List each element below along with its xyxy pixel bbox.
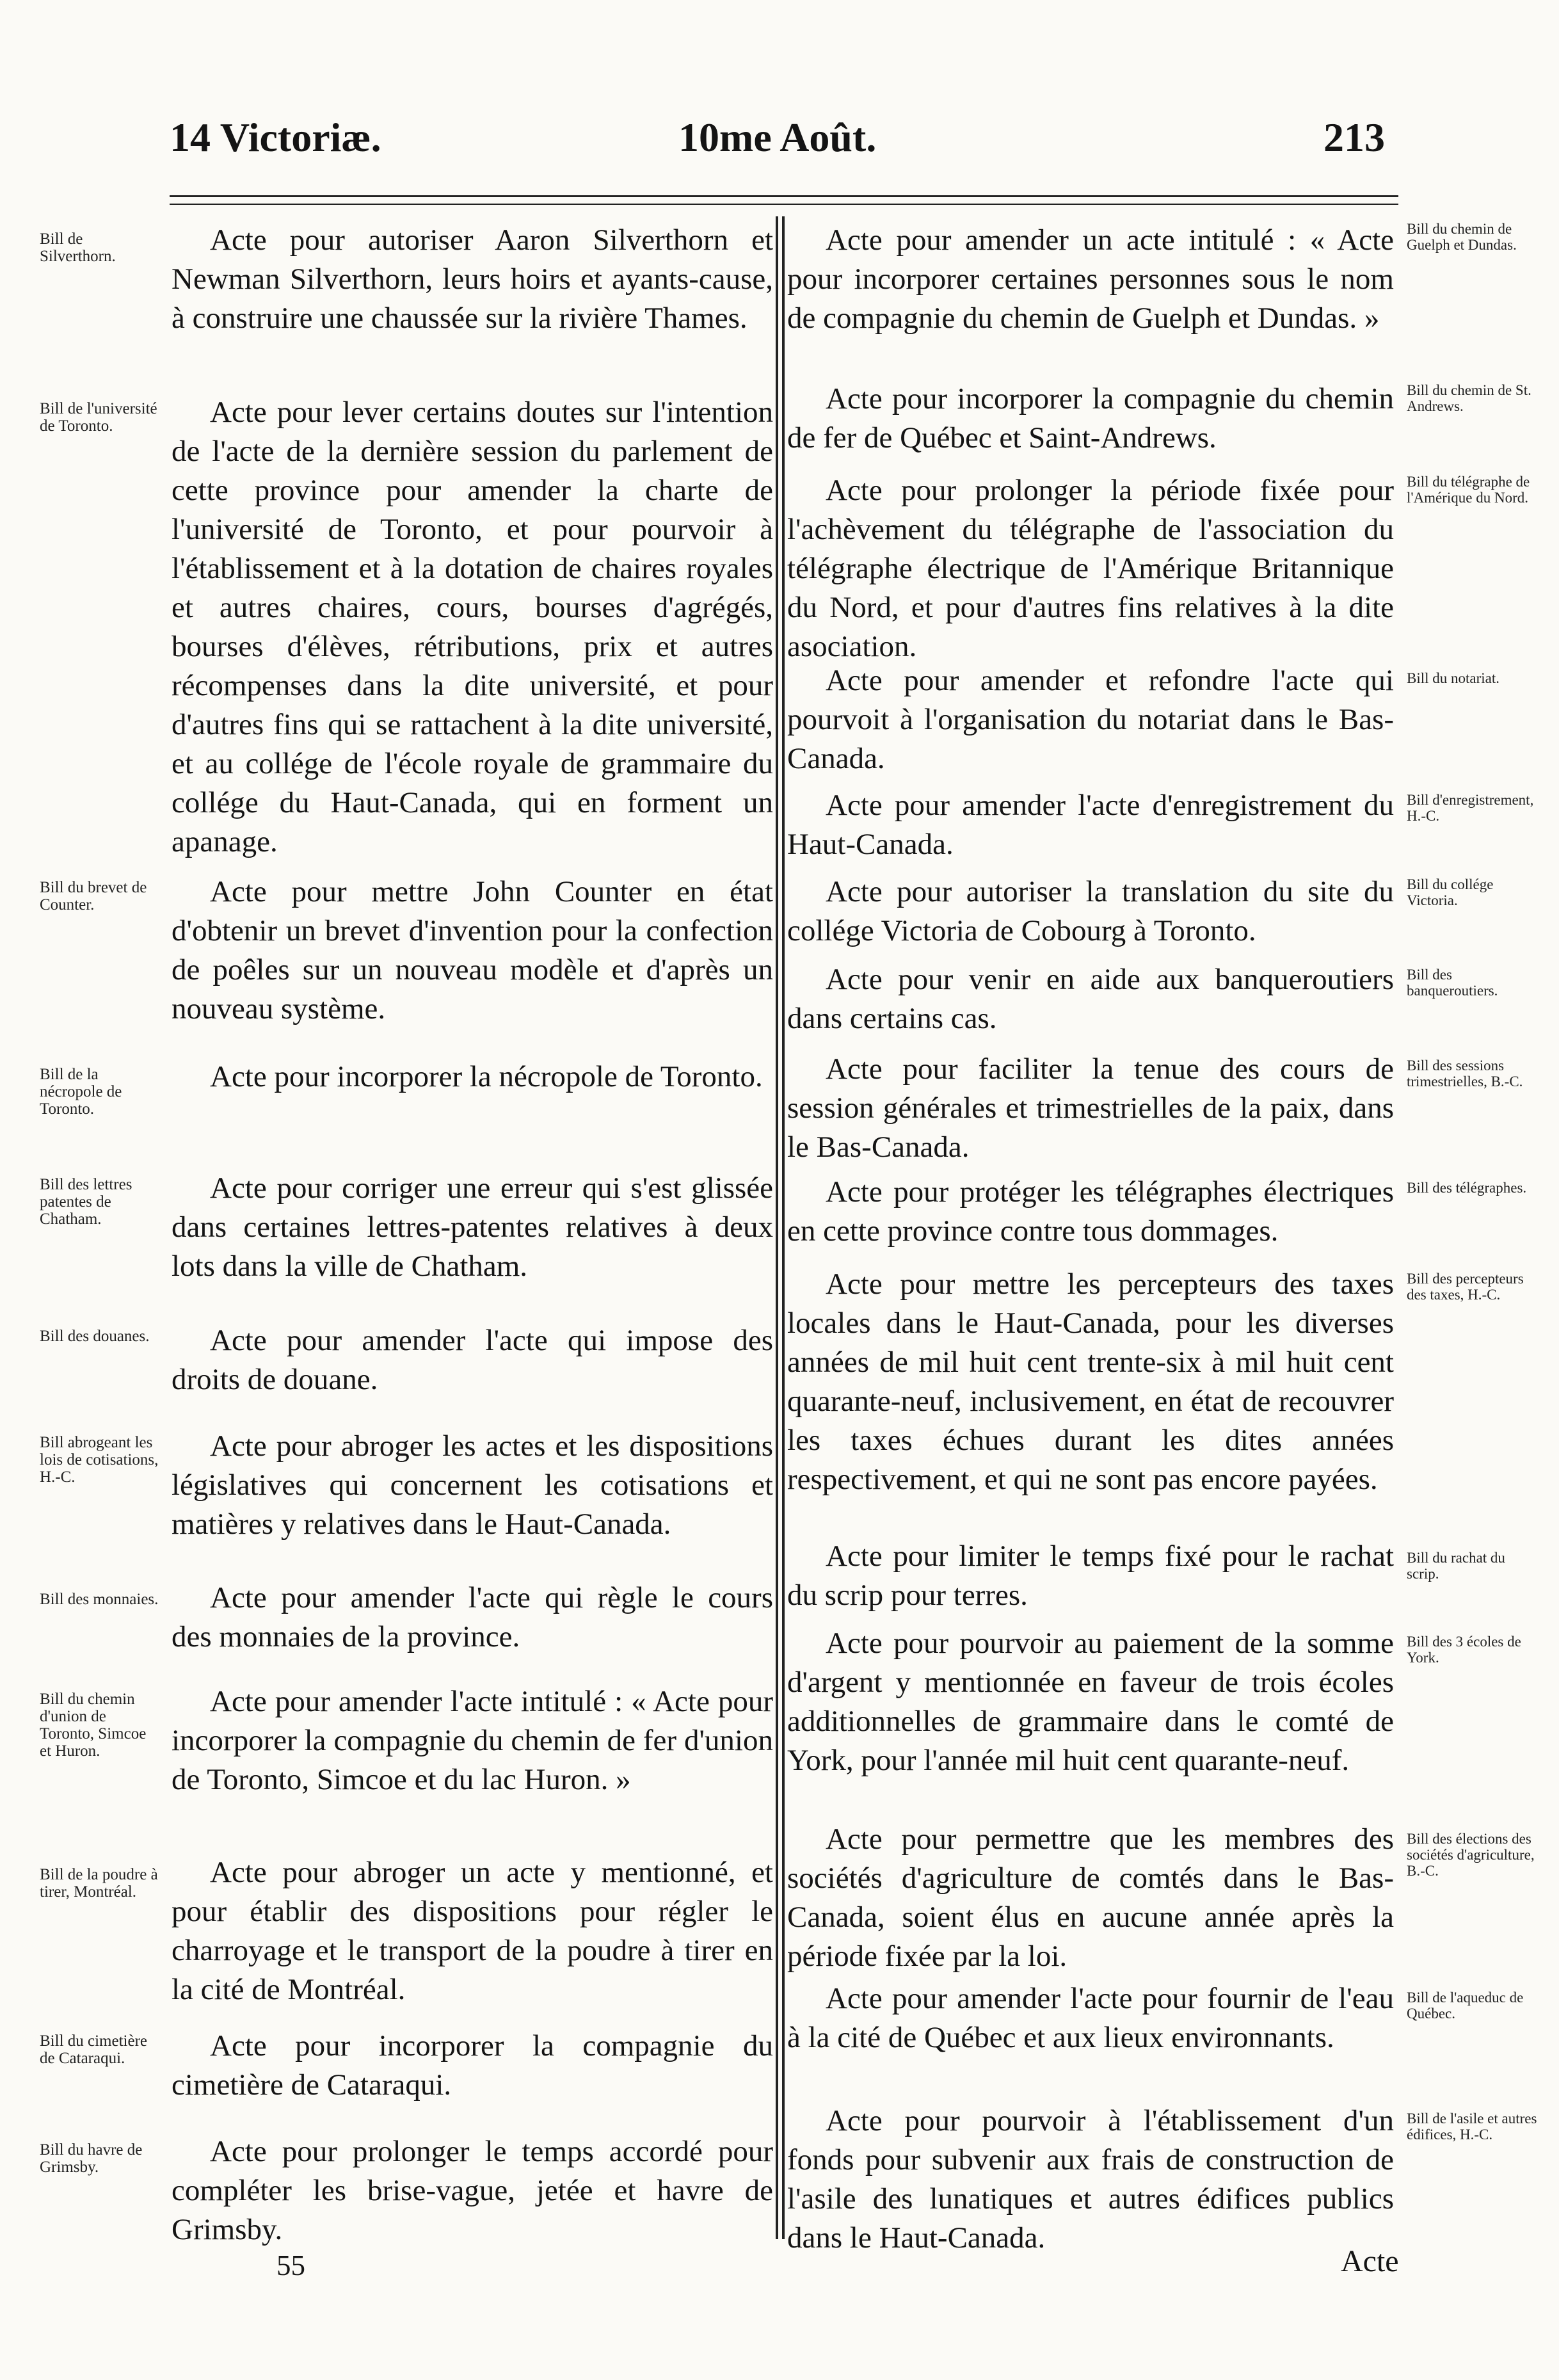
margin-note: Bill des douanes.	[40, 1328, 150, 1345]
act-entry: Acte pour pourvoir au paiement de la somme d'argent y mentionnée en faveur de trois écoles additionnelles de grammaire dans le comté de York, pour l'année mil huit cent quarante-neuf.	[787, 1627, 1394, 1777]
margin-note: Bill des élections des sociétés d'agriculture, B.-C.	[1407, 1831, 1535, 1879]
act-entry: Acte pour pourvoir à l'établissement d'un fonds pour subvenir aux frais de construction de l'asile des lunatiques et autres édifices publics dans le Haut-Canada.	[787, 2104, 1394, 2255]
act-entry: Acte pour abroger les actes et les dispositions législatives qui concernent les cotisations et matières y relatives dans le Haut-Canada.	[172, 1429, 773, 1541]
margin-note: Bill des sessions trimestrielles, B.-C.	[1407, 1057, 1523, 1089]
margin-note: Bill des percepteurs des taxes, H.-C.	[1407, 1271, 1524, 1303]
act-entry: Acte pour venir en aide aux banqueroutiers dans certains cas.	[787, 963, 1394, 1035]
act-entry: Acte pour prolonger le temps accordé pour compléter les brise-vague, jetée et havre de Grimsby.	[172, 2135, 773, 2246]
margin-note: Bill du cimetière de Cataraqui.	[40, 2032, 148, 2067]
act-entry: Acte pour faciliter la tenue des cours de session générales et trimestrielles de la paix, dans le Bas-Canada.	[787, 1052, 1394, 1164]
page-number: 213	[1323, 115, 1385, 160]
margin-note: Bill de Silverthorn.	[40, 230, 116, 265]
act-entry: Acte pour limiter le temps fixé pour le rachat du scrip pour terres.	[787, 1540, 1394, 1612]
act-entry: Acte pour prolonger la période fixée pour l'achèvement du télégraphe de l'association du télégraphe électrique de l'Amérique Britannique du Nord, et pour d'autres fins relatives à la dite asociation.	[787, 474, 1394, 663]
margin-note: Bill de la nécropole de Toronto.	[40, 1066, 122, 1118]
margin-note: Bill abrogeant les lois de cotisations, H.-C.	[40, 1434, 159, 1486]
margin-note: Bill des 3 écoles de York.	[1407, 1634, 1521, 1666]
act-entry: Acte pour protéger les télégraphes électriques en cette province contre tous dommages.	[787, 1175, 1394, 1248]
catchword: Acte	[1341, 2244, 1399, 2278]
act-entry: Acte pour amender l'acte d'enregistrement du Haut-Canada.	[787, 789, 1394, 861]
act-entry: Acte pour amender un acte intitulé : « Acte pour incorporer certaines personnes sous le nom de compagnie du chemin de Guelph et Dundas. »	[787, 223, 1394, 335]
act-entry: Acte pour abroger un acte y mentionné, et pour établir des dispositions pour régler le charroyage et le transport de la poudre à tirer en la cité de Montréal.	[172, 1856, 773, 2006]
column-rule-right	[782, 216, 785, 2239]
act-entry: Acte pour amender l'acte intitulé : « Acte pour incorporer la compagnie du chemin de fer d'union de Toronto, Simcoe et du lac Huron. »	[172, 1685, 773, 1796]
act-entry: Acte pour mettre John Counter en état d'obtenir un brevet d'invention pour la confection de poêles sur un nouveau modèle et d'après un nouveau système.	[172, 875, 773, 1025]
act-entry: Acte pour amender l'acte pour fournir de l'eau à la cité de Québec et aux lieux environnants.	[787, 1982, 1394, 2054]
act-entry: Acte pour corriger une erreur qui s'est glissée dans certaines lettres-patentes relatives à deux lots dans la ville de Chatham.	[172, 1171, 773, 1283]
margin-note: Bill de l'université de Toronto.	[40, 400, 157, 435]
margin-note: Bill du chemin de Guelph et Dundas.	[1407, 221, 1517, 253]
act-entry: Acte pour amender l'acte qui règle le cours des monnaies de la province.	[172, 1581, 773, 1653]
margin-note: Bill du collége Victoria.	[1407, 876, 1494, 908]
running-head-left: 14 Victoriæ.	[170, 115, 381, 160]
act-entry: Acte pour mettre les percepteurs des taxes locales dans le Haut-Canada, pour les diverses années de mil huit cent trente-six à mil huit cent quarante-neuf, inclusivement, en état de recouvrer les taxes échues durant les dites années respectivement, et qui ne sont pas encore payées.	[787, 1267, 1394, 1496]
act-entry: Acte pour permettre que les membres des sociétés d'agriculture de comtés dans le Bas-Canada, soient élus en aucune année après la période fixée par la loi.	[787, 1822, 1394, 1973]
margin-note: Bill d'enregistrement, H.-C.	[1407, 792, 1534, 824]
header-rule-bottom	[170, 204, 1398, 205]
act-entry: Acte pour autoriser la translation du site du collége Victoria de Cobourg à Toronto.	[787, 875, 1394, 947]
margin-note: Bill de la poudre à tirer, Montréal.	[40, 1866, 158, 1901]
act-entry: Acte pour incorporer la compagnie du chemin de fer de Québec et Saint-Andrews.	[787, 382, 1394, 454]
margin-note: Bill du brevet de Counter.	[40, 879, 147, 913]
margin-note: Bill des monnaies.	[40, 1591, 159, 1608]
margin-note: Bill de l'aqueduc de Québec.	[1407, 1990, 1524, 2022]
act-entry: Acte pour incorporer la compagnie du cimetière de Cataraqui.	[172, 2029, 773, 2102]
header-rule-top	[170, 195, 1398, 197]
margin-note: Bill du chemin de St. Andrews.	[1407, 382, 1531, 414]
act-entry: Acte pour autoriser Aaron Silverthorn et Newman Silverthorn, leurs hoirs et ayants-cause, à construire une chaussée sur la rivière Thames.	[172, 223, 773, 335]
margin-note: Bill de l'asile et autres édifices, H.-C.	[1407, 2111, 1537, 2143]
act-entry: Acte pour amender l'acte qui impose des droits de douane.	[172, 1324, 773, 1396]
margin-note: Bill des télégraphes.	[1407, 1180, 1527, 1196]
margin-note: Bill du notariat.	[1407, 670, 1500, 686]
signature-mark: 55	[276, 2249, 305, 2281]
act-entry: Acte pour incorporer la nécropole de Toronto.	[210, 1060, 763, 1093]
margin-note: Bill du chemin d'union de Toronto, Simcoe et Huron.	[40, 1691, 147, 1760]
margin-note: Bill du télégraphe de l'Amérique du Nord.	[1407, 474, 1530, 506]
margin-note: Bill des banqueroutiers.	[1407, 967, 1498, 999]
margin-note: Bill des lettres patentes de Chatham.	[40, 1176, 132, 1228]
act-entry: Acte pour amender et refondre l'acte qui pourvoit à l'organisation du notariat dans le Bas-Canada.	[787, 664, 1394, 775]
running-head-center: 10me Août.	[678, 115, 877, 160]
act-entry: Acte pour lever certains doutes sur l'intention de l'acte de la dernière session du parlement de cette province pour amender la charte de l'université de Toronto, et pour pourvoir à l'établissement et à la dotation de chaires royales et autres chaires, cours, bourses d'agrégés, bourses d'élèves, rétributions, prix et autres récompenses dans la dite université, et pour d'autres fins qui se rattachent à la dite université, et au collége de l'école royale de grammaire du collége du Haut-Canada, qui en forment un apanage.	[172, 396, 773, 858]
column-rule-left	[776, 216, 778, 2239]
margin-note: Bill du rachat du scrip.	[1407, 1550, 1505, 1582]
margin-note: Bill du havre de Grimsby.	[40, 2141, 143, 2176]
